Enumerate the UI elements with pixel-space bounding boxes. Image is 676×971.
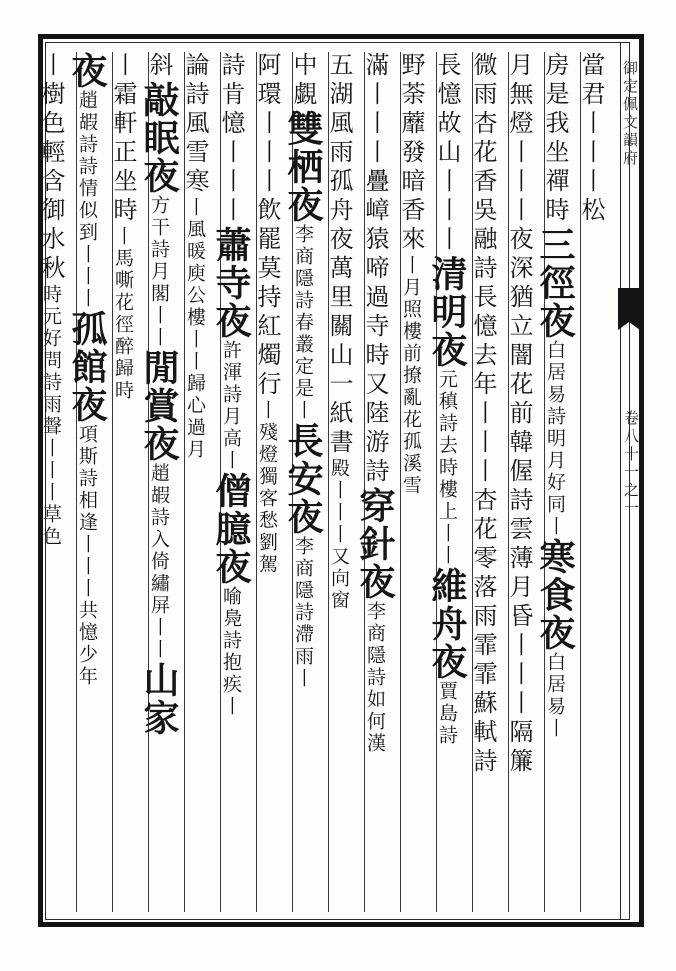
annotation-text: 許渾詩月高丨	[220, 340, 242, 472]
annotation-text: 元稹詩去時樓上丨丨	[436, 369, 458, 567]
text-column	[109, 52, 148, 912]
headword: 穿針夜	[354, 487, 396, 601]
text-column	[37, 52, 76, 912]
headword: 夜	[66, 52, 108, 90]
body-text: 丨霜軒正坐時	[109, 52, 137, 226]
headword: 寒食夜	[534, 538, 576, 652]
text-column	[66, 52, 112, 912]
text-column	[469, 52, 508, 912]
headword: 三徑夜	[534, 226, 576, 340]
fishtail-mark	[618, 288, 640, 322]
annotation-text: 方干詩月閣丨丨	[148, 195, 170, 349]
margin-book-title: 御定佩文韻府	[621, 60, 639, 168]
annotation-text: 李商隱詩滯雨丨	[292, 536, 314, 690]
body-text: 詩肯憶丨丨丨	[217, 52, 245, 226]
headword: 孤館夜	[66, 310, 108, 424]
body-text: 房是我坐禪時	[541, 52, 569, 226]
text-column	[577, 52, 616, 912]
text-column	[397, 52, 436, 912]
annotation-text: 丨風暖庾公樓	[184, 197, 206, 329]
headword: 雙栖夜	[282, 110, 324, 224]
annotation-text: 項斯詩相逢丨丨丨共憶少年	[76, 424, 98, 688]
body-text: 阿環丨丨丨飲罷莫持紅燭行	[253, 52, 281, 400]
annotation-text: 賈島詩	[436, 681, 458, 747]
headword: 維舟夜	[426, 567, 468, 681]
headword: 僧臆夜	[210, 472, 252, 586]
text-column	[138, 52, 184, 912]
body-text: 斜	[145, 52, 173, 81]
annotation-text: 趙嘏詩入倚繡屏丨丨	[148, 463, 170, 661]
annotation-text: 孤溪雪	[400, 431, 422, 497]
annotation-text: 李商隱詩春叢定是丨	[292, 224, 314, 422]
headword: 長安夜	[282, 422, 324, 536]
text-column	[210, 52, 256, 912]
annotation-text: 李商隱詩如何漢	[364, 601, 386, 755]
body-text: 長憶故山丨丨丨	[433, 52, 461, 255]
annotation-text: 丨殘燈獨客愁劉駕	[256, 400, 278, 576]
annotation-text: 丨月照樓前撩亂花	[400, 255, 422, 431]
text-column	[426, 52, 472, 912]
text-column	[282, 52, 328, 912]
headword: 閒賞夜	[138, 349, 180, 463]
annotation-text: 趙嘏詩詩情似到丨丨丨	[76, 90, 98, 310]
annotation-text: 白居易丨	[544, 652, 566, 740]
annotation-text: 時元好問詩雨聲丨丨丨草色	[40, 284, 62, 548]
text-column	[253, 52, 292, 912]
margin-volume-label: 卷八十一之一	[622, 410, 640, 518]
headword: 山家	[138, 661, 180, 737]
body-text: 微雨杏花香吳融詩長憶去年丨丨丨杏花零落雨霏霏蘇軾詩	[469, 52, 497, 777]
annotation-text: 丨馬嘶花徑醉歸時	[112, 226, 134, 402]
text-column	[181, 52, 220, 912]
body-text: 丨樹色輕含御水秋	[37, 52, 65, 284]
body-text: 野荼蘼發暗香來	[397, 52, 425, 255]
annotation-text: 白居易詩明月好同丨	[544, 340, 566, 538]
body-text: 五湖風雨孤舟夜萬里關山一紙書	[325, 52, 353, 458]
body-text: 論詩風雪寒	[181, 52, 209, 197]
body-text: 月無燈丨丨丨夜深猶立闇花前韓偓詩雲薄月昏丨丨丨隔簾	[505, 52, 533, 777]
headword: 蕭寺夜	[210, 226, 252, 340]
text-column	[354, 52, 400, 912]
body-text: 中覷	[289, 52, 317, 110]
annotation-text: 殿丨丨丨又向窗	[328, 458, 350, 612]
text-column	[325, 52, 364, 912]
headword: 敲眠夜	[138, 81, 180, 195]
body-text: 當君丨丨丨松	[577, 52, 605, 226]
annotation-text: 丨丨歸心過月	[184, 329, 206, 461]
text-column	[505, 52, 544, 912]
annotation-text: 喻鳧詩抱疾丨	[220, 586, 242, 718]
headword: 清明夜	[426, 255, 468, 369]
text-column	[534, 52, 580, 912]
body-text: 滿丨丨丨疊嶂猿啼過寺時又陸游詩	[361, 52, 389, 487]
